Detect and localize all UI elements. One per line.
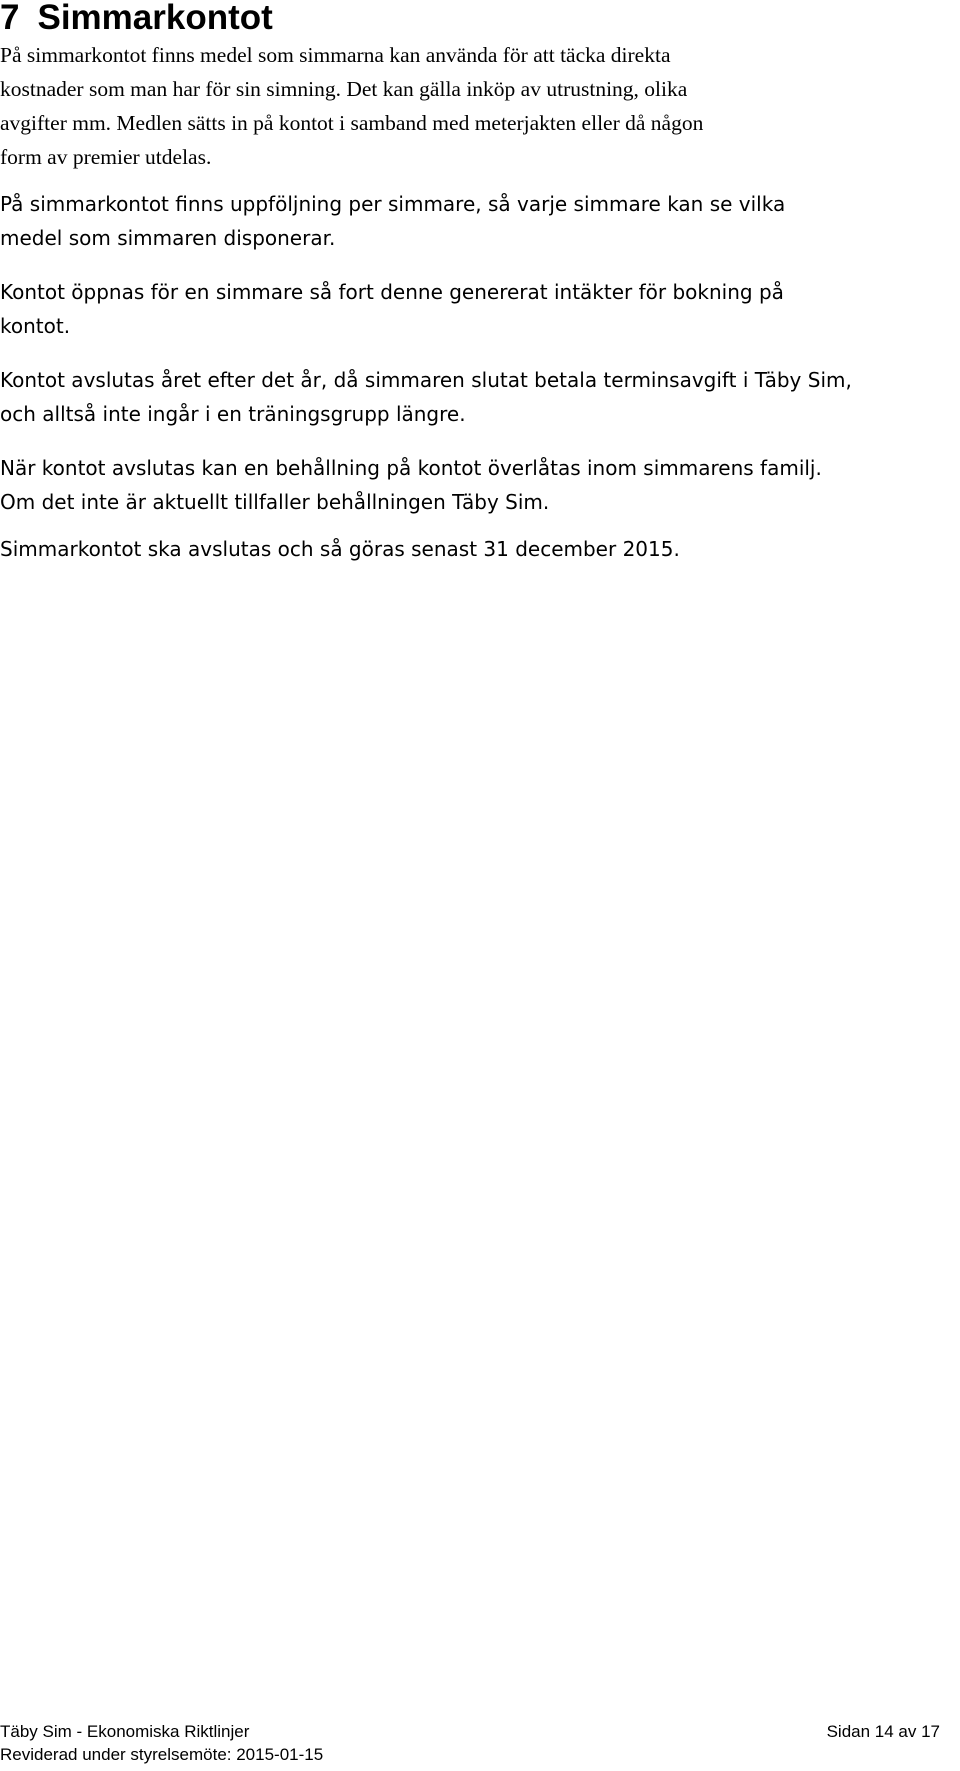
paragraph-line: Simmarkontot ska avslutas och så göras senast 31 december 2015. (0, 537, 680, 561)
paragraph-line: Kontot avslutas året efter det år, då simmaren slutat betala terminsavgift i Täby Sim, (0, 368, 852, 392)
paragraph-intro (0, 38, 950, 174)
footer-row (0, 1722, 940, 1742)
page-footer (0, 1722, 940, 1765)
section-number: 7 (0, 0, 20, 37)
paragraph-line: medel som simmaren disponerar. (0, 226, 336, 250)
paragraph-line: Kontot öppnas för en simmare så fort denne genererat intäkter för bokning på (0, 280, 784, 304)
paragraph-balance (0, 451, 950, 519)
paragraph-follow-up (0, 187, 950, 255)
footer-document-title: Täby Sim - Ekonomiska Riktlinjer (0, 1722, 250, 1741)
section-heading (0, 0, 273, 38)
footer-revision: Reviderad under styrelsemöte: 2015-01-15 (0, 1745, 324, 1764)
paragraph-opening (0, 275, 950, 343)
section-title: Simmarkontot (37, 0, 273, 37)
paragraph-deadline (0, 532, 950, 566)
paragraph-line: På simmarkontot finns medel som simmarna kan använda för att täcka direkta (0, 43, 671, 67)
paragraph-line: och alltså inte ingår i en träningsgrupp längre. (0, 402, 466, 426)
paragraph-line: Om det inte är aktuellt tillfaller behållningen Täby Sim. (0, 490, 550, 514)
paragraph-line: form av premier utdelas. (0, 145, 212, 169)
paragraph-line: När kontot avslutas kan en behållning på kontot överlåtas inom simmarens familj. (0, 456, 822, 480)
paragraph-line: avgifter mm. Medlen sätts in på kontot i samband med meterjakten eller då någon (0, 111, 704, 135)
paragraph-line: kontot. (0, 314, 71, 338)
footer-row (0, 1745, 940, 1765)
footer-page-number: Sidan 14 av 17 (826, 1722, 940, 1741)
paragraph-closing (0, 363, 950, 431)
paragraph-line: På simmarkontot finns uppföljning per simmare, så varje simmare kan se vilka (0, 192, 786, 216)
paragraph-line: kostnader som man har för sin simning. Det kan gälla inköp av utrustning, olika (0, 77, 688, 101)
